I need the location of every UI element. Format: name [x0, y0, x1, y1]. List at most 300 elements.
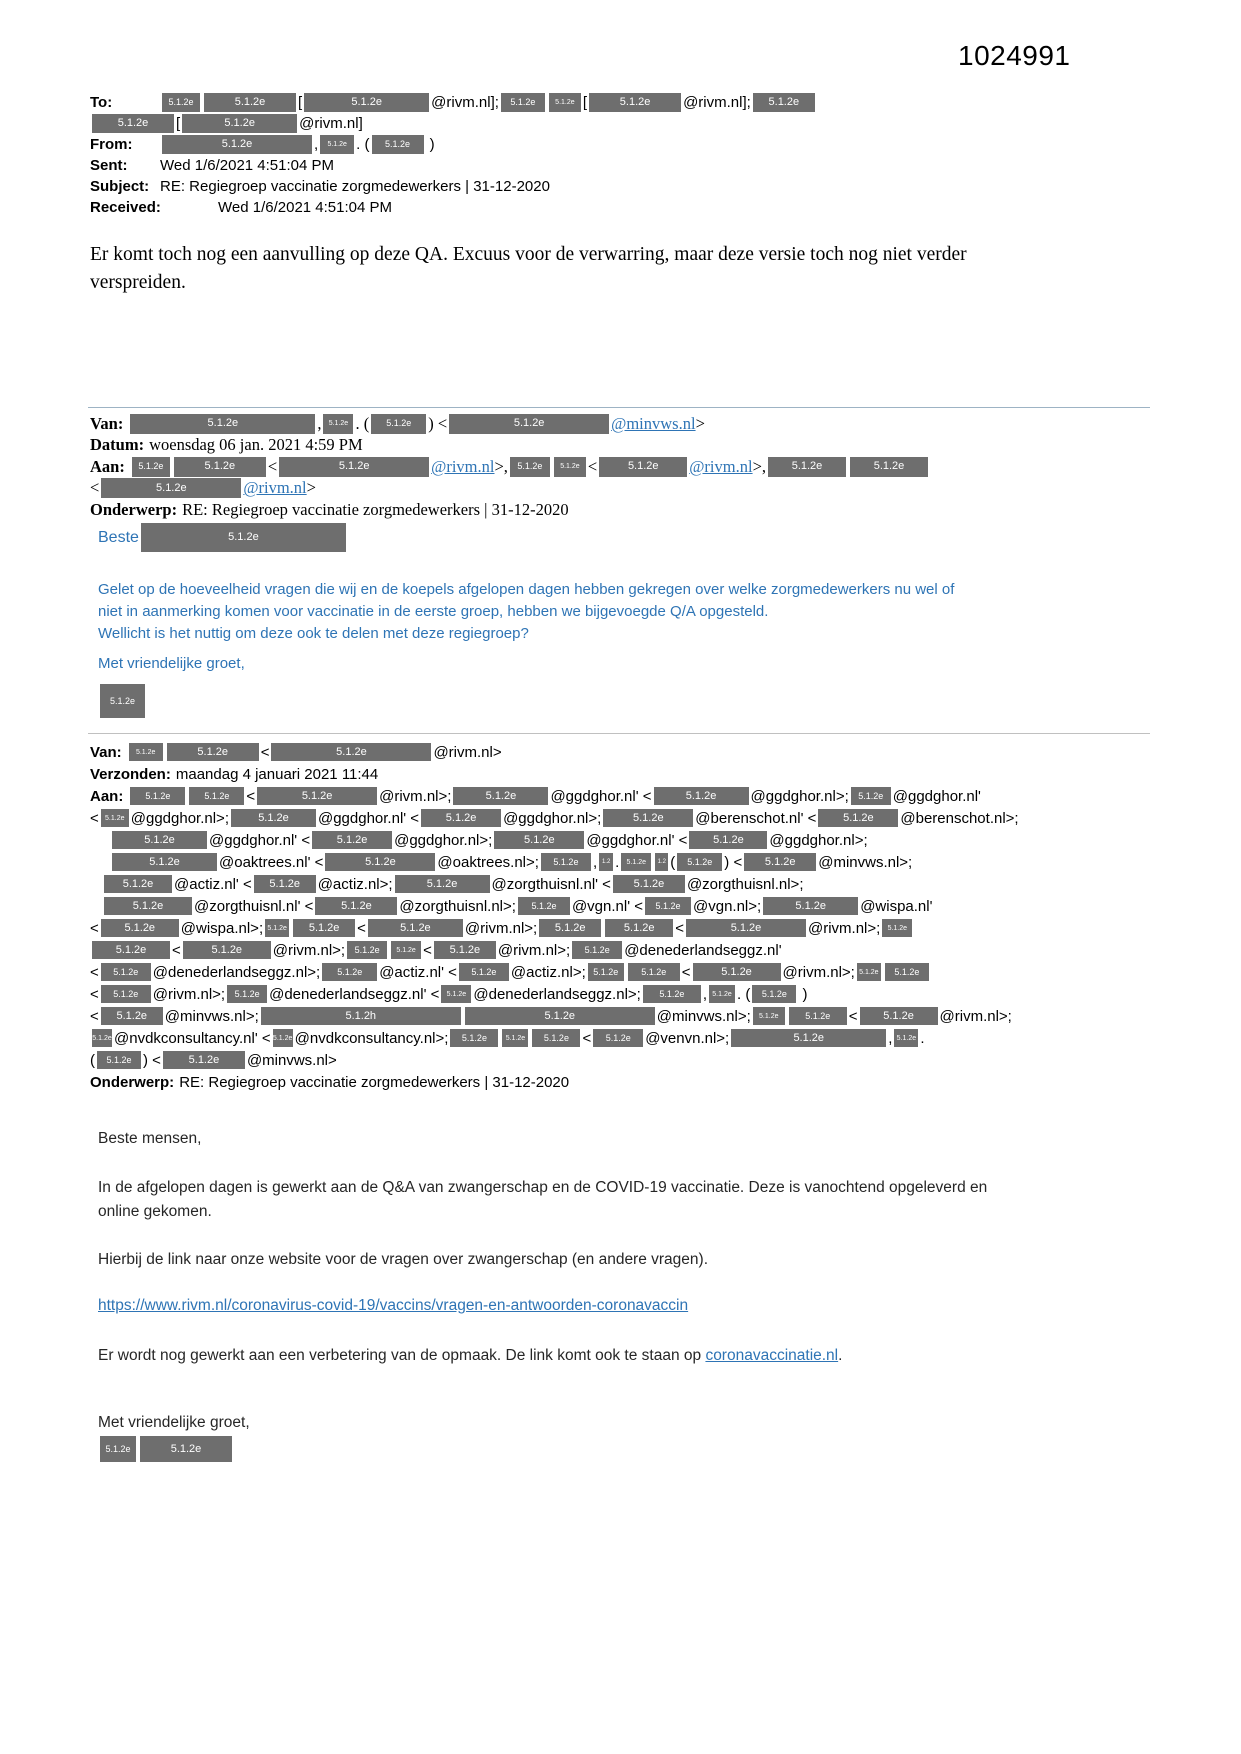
text: Met vriendelijke groet, — [98, 654, 245, 672]
text: Er wordt nog gewerkt aan een verbetering van de opmaak. De link komt ook te staan op — [98, 1347, 706, 1364]
text: RE: Regiegroep vaccinatie zorgmedewerkers | 31-12-2020 — [179, 1073, 570, 1091]
text: @ggdghor.nl>; — [503, 809, 602, 827]
text: @ggdghor.nl' < — [586, 831, 688, 849]
redaction-box: 5.1.2e — [304, 93, 429, 112]
text: @ggdghor.nl' — [892, 787, 981, 805]
text-line — [98, 622, 954, 644]
text-line — [98, 684, 147, 718]
redaction-box: 5.1.2e — [315, 897, 397, 915]
text-line — [90, 499, 930, 521]
redaction-box: 5.1.2e — [97, 1051, 141, 1069]
text-line — [90, 134, 817, 155]
field-label: Subject: — [90, 178, 150, 195]
text: >, — [752, 456, 766, 476]
signoff-text — [98, 652, 245, 674]
message-paragraph — [98, 578, 954, 644]
redaction-box: 5.1.2e — [132, 457, 170, 477]
text: woensdag 06 jan. 2021 4:59 PM — [149, 435, 363, 455]
redaction-box: 5.1.2e — [101, 478, 241, 498]
body-paragraph-link-intro — [98, 1251, 708, 1269]
rivm-url-line — [98, 1297, 688, 1315]
text: ) — [798, 985, 808, 1003]
text-line — [90, 1071, 1019, 1093]
text: @rivm.nl>; — [152, 985, 226, 1003]
redaction-box: 5.1.2e — [162, 93, 200, 112]
text: @actiz.nl' < — [379, 963, 457, 981]
text-line — [90, 1005, 1019, 1027]
text: < — [90, 985, 99, 1003]
text: . — [838, 1347, 843, 1364]
text: @minvws.nl>; — [656, 1007, 751, 1025]
text: , — [592, 853, 598, 871]
text-line — [98, 1200, 987, 1224]
redaction-box: 5.1.2e — [130, 787, 185, 805]
text: [ — [298, 94, 303, 111]
redaction-box: 5.1.2e — [204, 93, 296, 112]
redaction-box: 5.1.2e — [434, 941, 496, 959]
text: @ggdghor.nl' < — [209, 831, 311, 849]
quoted-email-header-2 — [90, 741, 1019, 1093]
redaction-box: 5.1.2e — [518, 897, 570, 915]
text-line — [90, 113, 817, 134]
field-label: Onderwerp: — [90, 499, 178, 519]
link[interactable]: @minvws.nl — [611, 413, 696, 433]
text: @vgn.nl' < — [571, 897, 643, 915]
text-line — [98, 1414, 250, 1432]
text: @rivm.nl]; — [431, 94, 499, 111]
redaction-box: 5.1.2e — [183, 941, 271, 959]
redaction-box: 1.2 — [655, 853, 668, 871]
redaction-box: 5.1.2e — [789, 1007, 847, 1025]
redaction-box: 5.1.2e — [391, 941, 421, 959]
redaction-box: 5.1.2e — [325, 853, 435, 871]
redaction-box: 5.1.2e — [265, 919, 289, 937]
redaction-box: 5.1.2e — [279, 457, 429, 477]
redaction-box: 5.1.2e — [101, 985, 151, 1003]
text: , — [314, 136, 319, 153]
redaction-box: 5.1.2e — [589, 93, 681, 112]
redaction-box: 5.1.2e — [323, 414, 353, 434]
divider — [88, 407, 1150, 408]
redaction-box: 5.1.2e — [227, 985, 267, 1003]
text: Gelet op de hoeveelheid vragen die wij en de koepels afgelopen dagen hebben gekregen over welke zorgmedewerkers nu wel of — [98, 580, 955, 598]
redaction-box: 5.1.2e — [549, 93, 581, 112]
redaction-box: 5.1.2e — [293, 919, 355, 937]
text: @rivm.nl> — [433, 743, 502, 761]
text: Met vriendelijke groet, — [98, 1414, 250, 1431]
redaction-box: 5.1.2e — [421, 809, 501, 827]
text-line — [98, 1176, 987, 1200]
text: < — [172, 941, 181, 959]
text: < — [267, 456, 278, 476]
redaction-box: 5.1.2e — [322, 963, 377, 981]
redaction-box: 5.1.2e — [502, 1029, 528, 1047]
text: . — [737, 985, 742, 1003]
text: @ggdghor.nl' < — [550, 787, 652, 805]
redaction-box: 5.1.2e — [763, 897, 858, 915]
text-line — [98, 1251, 708, 1269]
field-label: Onderwerp: — [90, 1073, 175, 1091]
redaction-box: 5.1.2e — [621, 853, 651, 871]
redaction-box: 5.1.2e — [851, 787, 891, 805]
redaction-box: 5.1.2e — [882, 919, 912, 937]
text: @rivm.nl>; — [272, 941, 346, 959]
text-line — [90, 763, 1019, 785]
redaction-box: 5.1.2e — [231, 809, 316, 827]
redaction-box: 5.1.2e — [92, 1029, 112, 1047]
text: @berenschot.nl' < — [695, 809, 817, 827]
redaction-box: 5.1.2e — [894, 1029, 918, 1047]
redaction-box: 5.1.2e — [254, 875, 316, 893]
field-label: Datum: — [90, 435, 145, 455]
text: @rivm.nl>; — [379, 787, 452, 805]
redaction-box: 5.1.2e — [271, 743, 431, 761]
redaction-box: 5.1.2e — [371, 414, 426, 434]
text: < — [582, 1029, 592, 1047]
field-label: Aan: — [90, 787, 124, 805]
text-line — [90, 785, 1019, 807]
document-number: 1024991 — [958, 40, 1071, 71]
text: verspreiden. — [90, 272, 186, 293]
text-line — [90, 456, 930, 478]
text: . — [920, 1029, 925, 1047]
text: Beste — [98, 528, 139, 546]
text-line — [90, 807, 1019, 829]
redaction-box: 5.1.2e — [174, 457, 266, 477]
redaction-box: 5.1.2e — [643, 985, 701, 1003]
field-label: Van: — [90, 413, 124, 433]
text-line — [90, 1049, 1019, 1071]
text: . — [615, 853, 620, 871]
redaction-box: 5.1.2e — [693, 963, 781, 981]
text: In de afgelopen dagen is gewerkt aan de Q&A van zwangerschap en de COVID-19 vaccinatie. Deze is vanochtend opgeleverd en — [98, 1179, 988, 1196]
text: @zorgthuisnl.nl' < — [194, 897, 314, 915]
text: @actiz.nl>; — [317, 875, 393, 893]
redaction-box: 5.1.2e — [753, 1007, 785, 1025]
signature-redaction-2 — [98, 1436, 234, 1462]
divider — [88, 733, 1150, 734]
text: Beste mensen, — [98, 1130, 202, 1147]
text-line — [90, 1027, 1019, 1049]
redaction-box: 5.1.2e — [465, 1007, 655, 1025]
redaction-box: 5.1.2e — [494, 831, 584, 849]
text: @minvws.nl>; — [164, 1007, 259, 1025]
text: Wed 1/6/2021 4:51:04 PM — [218, 199, 393, 216]
email-header — [90, 92, 817, 218]
redaction-box: 5.1.2e — [510, 457, 550, 477]
greeting-line-2 — [98, 1130, 201, 1148]
redaction-box: 5.1.2e — [112, 831, 207, 849]
signoff-text-2 — [98, 1414, 250, 1432]
text: [ — [176, 115, 181, 132]
text-line — [90, 176, 817, 197]
field-label: Aan: — [90, 456, 125, 476]
redaction-box: 5.1.2e — [818, 809, 898, 827]
text-line — [98, 522, 348, 553]
text: @zorgthuisnl.nl>; — [686, 875, 804, 893]
text: @venvn.nl>; — [645, 1029, 730, 1047]
redaction-box: 5.1.2e — [572, 941, 622, 959]
text-line — [90, 961, 1019, 983]
text: < — [675, 919, 684, 937]
text: @ggdghor.nl>; — [750, 787, 849, 805]
link[interactable]: @rivm.nl — [689, 456, 753, 476]
redaction-box: 1.2 — [599, 853, 613, 871]
text: < — [357, 919, 366, 937]
link[interactable]: @rivm.nl — [431, 456, 495, 476]
text: @wispa.nl' — [860, 897, 933, 915]
redaction-box: 5.1.2e — [112, 853, 217, 871]
text: ( — [741, 985, 751, 1003]
redaction-box: 5.1.2e — [539, 919, 601, 937]
body-paragraph-opmaak — [98, 1347, 842, 1365]
text: >, — [494, 456, 508, 476]
redaction-box: 5.1.2e — [450, 1029, 498, 1047]
redaction-box: 5.1.2e — [753, 93, 815, 112]
redaction-box: 5.1.2e — [273, 1029, 293, 1047]
text: , — [317, 413, 322, 433]
text: @rivm.nl>; — [464, 919, 538, 937]
text: ( — [670, 853, 676, 871]
text-line — [90, 155, 817, 176]
redaction-box: 5.1.2e — [162, 135, 312, 154]
text: > — [695, 413, 705, 433]
redaction-box: 5.1.2e — [92, 114, 174, 133]
text-line — [90, 741, 1019, 763]
text: ( — [360, 136, 370, 153]
text: @wispa.nl>; — [180, 919, 264, 937]
redaction-box: 5.1.2e — [101, 919, 179, 937]
link[interactable]: coronavaccinatie.nl — [705, 1347, 839, 1364]
text-line — [90, 197, 817, 218]
redaction-box: 5.1.2e — [92, 941, 170, 959]
text: ( — [359, 413, 370, 433]
text: @rivm.nl]; — [683, 94, 751, 111]
redaction-box: 5.1.2e — [709, 985, 735, 1003]
text: online gekomen. — [98, 1203, 212, 1220]
text: ) < — [428, 413, 448, 433]
text-line — [90, 413, 930, 435]
text: maandag 4 januari 2021 11:44 — [175, 765, 379, 783]
redaction-box: 5.1.2e — [141, 523, 346, 552]
redaction-box: 5.1.2e — [182, 114, 297, 133]
text: @denederlandseggz.nl' < — [269, 985, 440, 1003]
text: . — [356, 136, 361, 153]
redaction-box: 5.1.2e — [129, 743, 163, 761]
quoted-email-header-1 — [90, 413, 930, 521]
text: @denederlandseggz.nl>; — [473, 985, 641, 1003]
text: @zorgthuisnl.nl>; — [399, 897, 516, 915]
text: @ggdghor.nl>; — [769, 831, 868, 849]
redaction-box: 5.1.2e — [850, 457, 928, 477]
text-line — [90, 851, 1019, 873]
text: @actiz.nl' < — [174, 875, 252, 893]
text-line — [90, 269, 967, 297]
text-line — [90, 478, 930, 500]
text-line — [90, 92, 817, 113]
text-line — [90, 895, 1019, 917]
redaction-box: 5.1.2e — [628, 963, 680, 981]
text: ) < — [724, 853, 743, 871]
text: Wed 1/6/2021 4:51:04 PM — [160, 157, 335, 174]
text-line — [90, 983, 1019, 1005]
redaction-box: 5.1.2e — [605, 919, 673, 937]
text-line — [98, 578, 954, 600]
text: @zorgthuisnl.nl' < — [491, 875, 611, 893]
text: @rivm.nl>; — [497, 941, 571, 959]
redaction-box: 5.1.2e — [449, 414, 609, 434]
text: @minvws.nl> — [246, 1051, 337, 1069]
redaction-box: 5.1.2e — [453, 787, 548, 805]
redaction-box: 5.1.2e — [130, 414, 315, 434]
text: RE: Regiegroep vaccinatie zorgmedewerkers | 31-12-2020 — [182, 499, 569, 519]
field-label: Received: — [90, 199, 161, 216]
text: RE: Regiegroep vaccinatie zorgmedewerkers | 31-12-2020 — [160, 178, 550, 195]
greeting-line — [98, 522, 348, 553]
field-label: To: — [90, 94, 113, 111]
text-line — [90, 917, 1019, 939]
text: @oaktrees.nl' < — [219, 853, 324, 871]
redaction-box: 5.1.2e — [104, 897, 192, 915]
redaction-box: 5.1.2e — [613, 875, 685, 893]
text: < — [587, 456, 598, 476]
redaction-box: 5.1.2e — [167, 743, 259, 761]
body-paragraph-qa — [98, 1176, 987, 1224]
redaction-box: 5.1.2e — [860, 1007, 938, 1025]
redaction-box: 5.1.2e — [603, 809, 693, 827]
redaction-box: 5.1.2e — [593, 1029, 643, 1047]
intro-paragraph — [90, 241, 967, 297]
field-label: Verzonden: — [90, 765, 171, 783]
text: @nvdkconsultancy.nl>; — [294, 1029, 449, 1047]
text: ) — [425, 136, 435, 153]
redaction-box: 5.1.2e — [100, 684, 145, 718]
text: < — [90, 1007, 99, 1025]
redaction-box: 5.1.2e — [857, 963, 881, 981]
text: < — [90, 809, 99, 827]
text-line — [98, 652, 245, 674]
text: @vgn.nl>; — [693, 897, 762, 915]
text: @rivm.nl>; — [807, 919, 881, 937]
redaction-box: 5.1.2e — [101, 963, 151, 981]
text: @berenschot.nl>; — [900, 809, 1019, 827]
text: @rivm.nl>; — [782, 963, 855, 981]
redaction-box: 5.1.2e — [731, 1029, 886, 1047]
text: [ — [582, 94, 588, 111]
redaction-box: 5.1.2e — [368, 919, 463, 937]
text: Hierbij de link naar onze website voor de vragen over zwangerschap (en andere vragen). — [98, 1251, 709, 1268]
text: < — [260, 743, 270, 761]
redaction-box: 5.1.2e — [100, 1436, 136, 1462]
redaction-box: 5.1.2e — [257, 787, 377, 805]
redaction-box: 5.1.2e — [686, 919, 806, 937]
redaction-box: 5.1.2e — [654, 787, 749, 805]
redaction-box: 5.1.2e — [320, 135, 354, 154]
link[interactable]: @rivm.nl — [243, 478, 307, 498]
redaction-box: 5.1.2e — [599, 457, 687, 477]
text: < — [90, 478, 100, 498]
redaction-box: 5.1.2e — [689, 831, 767, 849]
text: Wellicht is het nuttig om deze ook te delen met deze regiegroep? — [98, 624, 529, 642]
text: , — [702, 985, 707, 1003]
redaction-box: 5.1.2e — [645, 897, 691, 915]
redaction-box: 5.1.2e — [101, 809, 129, 827]
text: @actiz.nl>; — [510, 963, 586, 981]
text: . — [355, 413, 360, 433]
text-line — [90, 435, 930, 457]
field-label: Sent: — [90, 157, 128, 174]
text: @nvdkconsultancy.nl' < — [114, 1029, 271, 1047]
redaction-box: 5.1.2e — [101, 1007, 163, 1025]
text-line — [98, 1436, 234, 1462]
text-line — [90, 939, 1019, 961]
text-line — [98, 1130, 201, 1148]
redaction-box: 5.1.2e — [104, 875, 172, 893]
text: @rivm.nl] — [299, 115, 363, 132]
text: ) < — [143, 1051, 161, 1069]
text: Er komt toch nog een aanvulling op deze QA. Excuus voor de verwarring, maar deze versie toch nog niet verder — [90, 244, 967, 265]
text: @oaktrees.nl>; — [437, 853, 539, 871]
signature-redaction — [98, 684, 147, 718]
text: < — [90, 963, 99, 981]
redaction-box: 5.1.2e — [312, 831, 392, 849]
text-line — [98, 1297, 688, 1315]
text: @rivm.nl>; — [939, 1007, 1012, 1025]
text: @ggdghor.nl>; — [394, 831, 493, 849]
link[interactable]: https://www.rivm.nl/coronavirus-covid-19/vaccins/vragen-en-antwoorden-coronavaccin — [98, 1297, 689, 1314]
redaction-box: 5.1.2e — [459, 963, 509, 981]
text: < — [90, 919, 99, 937]
text: < — [848, 1007, 858, 1025]
redaction-box: 5.1.2h — [261, 1007, 461, 1025]
text: > — [306, 478, 316, 498]
text: , — [888, 1029, 893, 1047]
text: < — [423, 941, 432, 959]
redaction-box: 5.1.2e — [441, 985, 471, 1003]
redaction-box: 5.1.2e — [885, 963, 929, 981]
redaction-box: 5.1.2e — [744, 853, 816, 871]
redaction-box: 5.1.2e — [163, 1051, 245, 1069]
text-line — [90, 241, 967, 269]
text: niet in aanmerking komen voor vaccinatie in de eerste groep, hebben we bijgevoegde Q/A opgesteld. — [98, 602, 769, 620]
redaction-box: 5.1.2e — [347, 941, 387, 959]
redaction-box: 5.1.2e — [677, 853, 722, 871]
text: @denederlandseggz.nl>; — [152, 963, 321, 981]
text: < — [246, 787, 256, 805]
redaction-box: 5.1.2e — [541, 853, 591, 871]
text: ( — [90, 1051, 95, 1069]
text-line — [90, 873, 1019, 895]
redaction-box: 5.1.2e — [532, 1029, 580, 1047]
redaction-box: 5.1.2e — [768, 457, 846, 477]
redaction-box: 5.1.2e — [140, 1436, 232, 1462]
redaction-box: 5.1.2e — [189, 787, 244, 805]
text-line — [90, 829, 1019, 851]
redaction-box: 5.1.2e — [554, 457, 586, 477]
text: @ggdghor.nl' < — [317, 809, 420, 827]
text: @denederlandseggz.nl' — [624, 941, 782, 959]
field-label: From: — [90, 136, 133, 153]
redaction-box: 5.1.2e — [752, 985, 796, 1003]
redaction-box: 5.1.2e — [395, 875, 490, 893]
text-line — [98, 600, 954, 622]
redaction-box: 5.1.2e — [588, 963, 624, 981]
text: @ggdghor.nl>; — [130, 809, 229, 827]
redaction-box: 5.1.2e — [501, 93, 545, 112]
redaction-box: 5.1.2e — [372, 135, 424, 154]
text-line — [98, 1347, 842, 1365]
text: < — [681, 963, 691, 981]
